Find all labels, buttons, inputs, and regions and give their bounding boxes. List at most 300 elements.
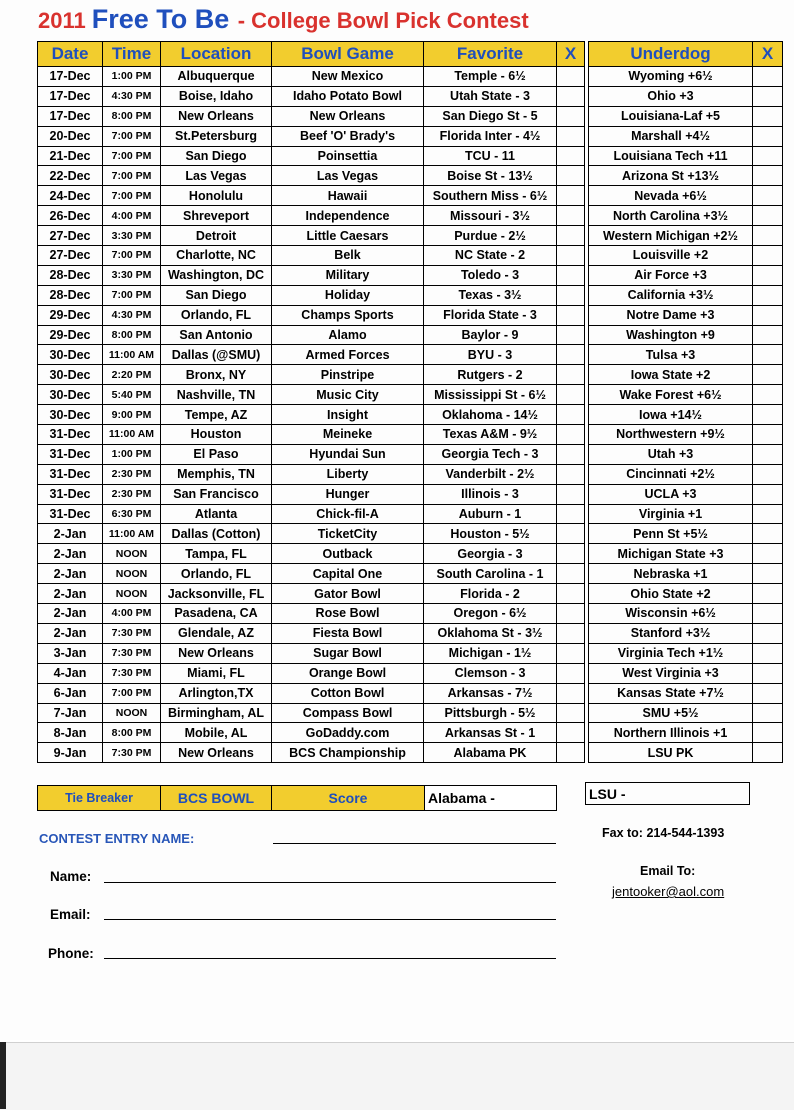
game-bowl: Compass Bowl	[272, 703, 424, 723]
game-underdog: Nevada +6½	[589, 186, 753, 206]
header-time: Time	[103, 42, 161, 67]
favorite-pick-box[interactable]	[557, 623, 585, 643]
game-underdog: Iowa +14½	[589, 405, 753, 425]
table-row	[38, 345, 783, 365]
favorite-pick-box[interactable]	[557, 86, 585, 106]
game-location: New Orleans	[161, 106, 272, 126]
game-time: 11:00 AM	[103, 524, 161, 544]
game-time: 4:00 PM	[103, 604, 161, 624]
game-date: 31-Dec	[38, 484, 103, 504]
table-row	[38, 246, 783, 266]
underdog-pick-box[interactable]	[753, 186, 783, 206]
table-row	[38, 365, 783, 385]
game-location: Albuquerque	[161, 67, 272, 87]
game-favorite: Rutgers - 2	[424, 365, 557, 385]
game-favorite: TCU - 11	[424, 146, 557, 166]
game-location: Bronx, NY	[161, 365, 272, 385]
table-row	[38, 683, 783, 703]
game-favorite: Houston - 5½	[424, 524, 557, 544]
game-bowl: Beef 'O' Brady's	[272, 126, 424, 146]
game-underdog: Northwestern +9½	[589, 425, 753, 445]
game-location: Charlotte, NC	[161, 246, 272, 266]
table-row	[38, 265, 783, 285]
game-favorite: Auburn - 1	[424, 504, 557, 524]
game-time: 11:00 AM	[103, 425, 161, 445]
underdog-pick-box[interactable]	[753, 265, 783, 285]
game-underdog: Ohio +3	[589, 86, 753, 106]
table-row	[38, 106, 783, 126]
game-favorite: Arkansas St - 1	[424, 723, 557, 743]
game-bowl: Insight	[272, 405, 424, 425]
game-date: 2-Jan	[38, 564, 103, 584]
fax-to-label: Fax to: 214-544-1393	[602, 826, 725, 840]
favorite-pick-box[interactable]	[557, 683, 585, 703]
favorite-pick-box[interactable]	[557, 703, 585, 723]
underdog-pick-box[interactable]	[753, 623, 783, 643]
favorite-pick-box[interactable]	[557, 504, 585, 524]
sheet-title	[38, 4, 529, 40]
favorite-pick-box[interactable]	[557, 186, 585, 206]
game-time: 7:30 PM	[103, 743, 161, 763]
game-bowl: Alamo	[272, 325, 424, 345]
title-subtitle: - College Bowl Pick Contest	[237, 8, 529, 33]
game-time: 3:30 PM	[103, 226, 161, 246]
header-underdog: Underdog	[589, 42, 753, 67]
game-favorite: Oklahoma - 14½	[424, 405, 557, 425]
game-date: 8-Jan	[38, 723, 103, 743]
game-bowl: Hunger	[272, 484, 424, 504]
favorite-pick-box[interactable]	[557, 405, 585, 425]
game-favorite: Texas - 3½	[424, 285, 557, 305]
game-underdog: Cincinnati +2½	[589, 464, 753, 484]
tie-breaker-score-label: Score	[272, 786, 425, 810]
game-favorite: South Carolina - 1	[424, 564, 557, 584]
email-field[interactable]	[104, 919, 556, 920]
tie-breaker-label: Tie Breaker	[38, 786, 161, 810]
favorite-pick-box[interactable]	[557, 385, 585, 405]
favorite-pick-box[interactable]	[557, 345, 585, 365]
game-favorite: Texas A&M - 9½	[424, 425, 557, 445]
game-underdog: Wake Forest +6½	[589, 385, 753, 405]
favorite-pick-box[interactable]	[557, 663, 585, 683]
game-time: 6:30 PM	[103, 504, 161, 524]
game-bowl: Armed Forces	[272, 345, 424, 365]
table-row	[38, 425, 783, 445]
underdog-pick-box[interactable]	[753, 425, 783, 445]
game-favorite: Illinois - 3	[424, 484, 557, 504]
game-bowl: Hyundai Sun	[272, 444, 424, 464]
game-underdog: Stanford +3½	[589, 623, 753, 643]
game-date: 2-Jan	[38, 584, 103, 604]
underdog-pick-box[interactable]	[753, 86, 783, 106]
game-underdog: LSU PK	[589, 743, 753, 763]
favorite-pick-box[interactable]	[557, 743, 585, 763]
underdog-pick-box[interactable]	[753, 345, 783, 365]
favorite-pick-box[interactable]	[557, 285, 585, 305]
tie-breaker-underdog-score[interactable]: LSU -	[585, 782, 750, 805]
game-favorite: Georgia Tech - 3	[424, 444, 557, 464]
table-header-row	[38, 42, 783, 67]
table-row	[38, 564, 783, 584]
game-date: 28-Dec	[38, 285, 103, 305]
contest-entry-label: CONTEST ENTRY NAME:	[39, 831, 195, 846]
game-favorite: San Diego St - 5	[424, 106, 557, 126]
game-bowl: Las Vegas	[272, 166, 424, 186]
favorite-pick-box[interactable]	[557, 126, 585, 146]
game-date: 27-Dec	[38, 246, 103, 266]
game-favorite: Boise St - 13½	[424, 166, 557, 186]
underdog-pick-box[interactable]	[753, 643, 783, 663]
game-date: 29-Dec	[38, 305, 103, 325]
underdog-pick-box[interactable]	[753, 106, 783, 126]
game-time: 2:30 PM	[103, 464, 161, 484]
game-favorite: Florida State - 3	[424, 305, 557, 325]
phone-field[interactable]	[104, 958, 556, 959]
underdog-pick-box[interactable]	[753, 385, 783, 405]
favorite-pick-box[interactable]	[557, 604, 585, 624]
game-favorite: Alabama PK	[424, 743, 557, 763]
underdog-pick-box[interactable]	[753, 126, 783, 146]
favorite-pick-box[interactable]	[557, 106, 585, 126]
game-location: New Orleans	[161, 743, 272, 763]
game-location: Honolulu	[161, 186, 272, 206]
game-bowl: Outback	[272, 544, 424, 564]
table-row	[38, 584, 783, 604]
game-bowl: Orange Bowl	[272, 663, 424, 683]
table-row	[38, 146, 783, 166]
game-date: 30-Dec	[38, 385, 103, 405]
header-bowl-game: Bowl Game	[272, 42, 424, 67]
favorite-pick-box[interactable]	[557, 564, 585, 584]
game-location: San Diego	[161, 285, 272, 305]
underdog-pick-box[interactable]	[753, 206, 783, 226]
game-underdog: Louisiana Tech +11	[589, 146, 753, 166]
header-date: Date	[38, 42, 103, 67]
name-field[interactable]	[104, 882, 556, 883]
game-date: 2-Jan	[38, 604, 103, 624]
game-date: 31-Dec	[38, 464, 103, 484]
game-location: Birmingham, AL	[161, 703, 272, 723]
game-time: 7:00 PM	[103, 683, 161, 703]
game-time: 11:00 AM	[103, 345, 161, 365]
game-underdog: Louisiana-Laf +5	[589, 106, 753, 126]
email-to-label: Email To:	[640, 864, 696, 878]
game-underdog: Michigan State +3	[589, 544, 753, 564]
game-location: Shreveport	[161, 206, 272, 226]
table-row	[38, 285, 783, 305]
game-bowl: Liberty	[272, 464, 424, 484]
game-underdog: Virginia +1	[589, 504, 753, 524]
game-favorite: BYU - 3	[424, 345, 557, 365]
game-date: 7-Jan	[38, 703, 103, 723]
underdog-pick-box[interactable]	[753, 325, 783, 345]
favorite-pick-box[interactable]	[557, 484, 585, 504]
game-bowl: New Mexico	[272, 67, 424, 87]
game-underdog: SMU +5½	[589, 703, 753, 723]
game-bowl: Military	[272, 265, 424, 285]
phone-label: Phone:	[48, 946, 94, 961]
game-bowl: BCS Championship	[272, 743, 424, 763]
favorite-pick-box[interactable]	[557, 544, 585, 564]
game-location: Orlando, FL	[161, 564, 272, 584]
game-location: El Paso	[161, 444, 272, 464]
game-underdog: Northern Illinois +1	[589, 723, 753, 743]
game-date: 31-Dec	[38, 425, 103, 445]
favorite-pick-box[interactable]	[557, 206, 585, 226]
table-row	[38, 186, 783, 206]
table-row	[38, 623, 783, 643]
header-underdog-x: X	[753, 42, 783, 67]
table-row	[38, 643, 783, 663]
game-date: 17-Dec	[38, 86, 103, 106]
game-date: 2-Jan	[38, 623, 103, 643]
game-favorite: Arkansas - 7½	[424, 683, 557, 703]
table-row	[38, 484, 783, 504]
game-date: 22-Dec	[38, 166, 103, 186]
game-bowl: Rose Bowl	[272, 604, 424, 624]
underdog-pick-box[interactable]	[753, 743, 783, 763]
underdog-pick-box[interactable]	[753, 663, 783, 683]
game-time: 7:00 PM	[103, 166, 161, 186]
table-row	[38, 67, 783, 87]
game-location: Atlanta	[161, 504, 272, 524]
game-date: 26-Dec	[38, 206, 103, 226]
favorite-pick-box[interactable]	[557, 444, 585, 464]
header-favorite-x: X	[557, 42, 585, 67]
favorite-pick-box[interactable]	[557, 464, 585, 484]
game-underdog: California +3½	[589, 285, 753, 305]
favorite-pick-box[interactable]	[557, 584, 585, 604]
game-time: 7:00 PM	[103, 246, 161, 266]
game-date: 24-Dec	[38, 186, 103, 206]
game-underdog: Air Force +3	[589, 265, 753, 285]
underdog-pick-box[interactable]	[753, 146, 783, 166]
game-location: Washington, DC	[161, 265, 272, 285]
favorite-pick-box[interactable]	[557, 246, 585, 266]
game-favorite: Oklahoma St - 3½	[424, 623, 557, 643]
favorite-pick-box[interactable]	[557, 425, 585, 445]
table-row	[38, 604, 783, 624]
game-time: NOON	[103, 544, 161, 564]
game-bowl: Sugar Bowl	[272, 643, 424, 663]
game-date: 31-Dec	[38, 504, 103, 524]
game-favorite: Oregon - 6½	[424, 604, 557, 624]
game-date: 3-Jan	[38, 643, 103, 663]
game-date: 9-Jan	[38, 743, 103, 763]
game-bowl: Champs Sports	[272, 305, 424, 325]
underdog-pick-box[interactable]	[753, 703, 783, 723]
game-bowl: Belk	[272, 246, 424, 266]
game-bowl: Cotton Bowl	[272, 683, 424, 703]
game-underdog: West Virginia +3	[589, 663, 753, 683]
game-bowl: Meineke	[272, 425, 424, 445]
game-underdog: Utah +3	[589, 444, 753, 464]
game-time: 7:30 PM	[103, 663, 161, 683]
favorite-pick-box[interactable]	[557, 265, 585, 285]
game-bowl: Gator Bowl	[272, 584, 424, 604]
underdog-pick-box[interactable]	[753, 365, 783, 385]
game-date: 30-Dec	[38, 345, 103, 365]
underdog-pick-box[interactable]	[753, 723, 783, 743]
game-underdog: Wyoming +6½	[589, 67, 753, 87]
favorite-pick-box[interactable]	[557, 524, 585, 544]
game-underdog: Tulsa +3	[589, 345, 753, 365]
game-date: 31-Dec	[38, 444, 103, 464]
game-location: Miami, FL	[161, 663, 272, 683]
email-label: Email:	[50, 907, 91, 922]
game-favorite: Missouri - 3½	[424, 206, 557, 226]
game-location: Boise, Idaho	[161, 86, 272, 106]
table-row	[38, 305, 783, 325]
game-date: 30-Dec	[38, 365, 103, 385]
game-favorite: Baylor - 9	[424, 325, 557, 345]
game-favorite: Utah State - 3	[424, 86, 557, 106]
header-location: Location	[161, 42, 272, 67]
table-row	[38, 126, 783, 146]
favorite-pick-box[interactable]	[557, 365, 585, 385]
game-time: 7:00 PM	[103, 146, 161, 166]
underdog-pick-box[interactable]	[753, 604, 783, 624]
game-date: 2-Jan	[38, 524, 103, 544]
table-row	[38, 325, 783, 345]
underdog-pick-box[interactable]	[753, 484, 783, 504]
game-favorite: Georgia - 3	[424, 544, 557, 564]
underdog-pick-box[interactable]	[753, 285, 783, 305]
underdog-pick-box[interactable]	[753, 305, 783, 325]
favorite-pick-box[interactable]	[557, 643, 585, 663]
underdog-pick-box[interactable]	[753, 444, 783, 464]
table-row	[38, 385, 783, 405]
game-underdog: Wisconsin +6½	[589, 604, 753, 624]
game-location: Dallas (@SMU)	[161, 345, 272, 365]
underdog-pick-box[interactable]	[753, 246, 783, 266]
game-time: 2:30 PM	[103, 484, 161, 504]
underdog-pick-box[interactable]	[753, 405, 783, 425]
tie-breaker-row	[37, 785, 557, 811]
game-bowl: New Orleans	[272, 106, 424, 126]
game-time: 4:30 PM	[103, 86, 161, 106]
game-date: 27-Dec	[38, 226, 103, 246]
game-location: Mobile, AL	[161, 723, 272, 743]
contest-entry-field[interactable]	[273, 843, 556, 844]
favorite-pick-box[interactable]	[557, 166, 585, 186]
game-bowl: Independence	[272, 206, 424, 226]
underdog-pick-box[interactable]	[753, 464, 783, 484]
game-time: 4:30 PM	[103, 305, 161, 325]
underdog-pick-box[interactable]	[753, 67, 783, 87]
game-underdog: Ohio State +2	[589, 584, 753, 604]
game-underdog: North Carolina +3½	[589, 206, 753, 226]
table-row	[38, 743, 783, 763]
game-bowl: Fiesta Bowl	[272, 623, 424, 643]
game-favorite: Michigan - 1½	[424, 643, 557, 663]
game-bowl: TicketCity	[272, 524, 424, 544]
game-favorite: NC State - 2	[424, 246, 557, 266]
favorite-pick-box[interactable]	[557, 723, 585, 743]
game-location: Jacksonville, FL	[161, 584, 272, 604]
favorite-pick-box[interactable]	[557, 325, 585, 345]
game-underdog: Arizona St +13½	[589, 166, 753, 186]
favorite-pick-box[interactable]	[557, 67, 585, 87]
table-row	[38, 663, 783, 683]
underdog-pick-box[interactable]	[753, 504, 783, 524]
title-year: 2011	[38, 8, 86, 33]
underdog-pick-box[interactable]	[753, 166, 783, 186]
game-time: 8:00 PM	[103, 723, 161, 743]
email-to-link[interactable]: jentooker@aol.com	[612, 884, 725, 899]
table-row	[38, 86, 783, 106]
table-row	[38, 405, 783, 425]
game-location: San Francisco	[161, 484, 272, 504]
game-location: Dallas (Cotton)	[161, 524, 272, 544]
game-favorite: Southern Miss - 6½	[424, 186, 557, 206]
game-bowl: Little Caesars	[272, 226, 424, 246]
underdog-pick-box[interactable]	[753, 226, 783, 246]
table-row	[38, 226, 783, 246]
underdog-pick-box[interactable]	[753, 683, 783, 703]
game-favorite: Temple - 6½	[424, 67, 557, 87]
game-date: 6-Jan	[38, 683, 103, 703]
game-time: 8:00 PM	[103, 325, 161, 345]
game-time: NOON	[103, 584, 161, 604]
table-row	[38, 464, 783, 484]
game-bowl: Holiday	[272, 285, 424, 305]
game-favorite: Florida Inter - 4½	[424, 126, 557, 146]
favorite-pick-box[interactable]	[557, 305, 585, 325]
game-time: 4:00 PM	[103, 206, 161, 226]
underdog-pick-box[interactable]	[753, 524, 783, 544]
game-time: 1:00 PM	[103, 67, 161, 87]
game-favorite: Clemson - 3	[424, 663, 557, 683]
title-brand: Free To Be	[91, 4, 230, 34]
game-underdog: Virginia Tech +1½	[589, 643, 753, 663]
game-time: 7:00 PM	[103, 126, 161, 146]
scan-edge	[0, 1042, 6, 1109]
underdog-pick-box[interactable]	[753, 544, 783, 564]
game-favorite: Mississippi St - 6½	[424, 385, 557, 405]
name-label: Name:	[50, 869, 92, 884]
game-location: San Diego	[161, 146, 272, 166]
table-row	[38, 206, 783, 226]
game-location: New Orleans	[161, 643, 272, 663]
game-underdog: Nebraska +1	[589, 564, 753, 584]
tie-breaker-game: BCS BOWL	[161, 786, 272, 810]
game-date: 17-Dec	[38, 106, 103, 126]
game-favorite: Pittsburgh - 5½	[424, 703, 557, 723]
game-underdog: Penn St +5½	[589, 524, 753, 544]
tie-breaker-favorite-score[interactable]: Alabama -	[425, 786, 556, 810]
underdog-pick-box[interactable]	[753, 584, 783, 604]
game-favorite: Florida - 2	[424, 584, 557, 604]
game-date: 2-Jan	[38, 544, 103, 564]
favorite-pick-box[interactable]	[557, 226, 585, 246]
game-date: 20-Dec	[38, 126, 103, 146]
game-time: 9:00 PM	[103, 405, 161, 425]
game-time: 7:30 PM	[103, 623, 161, 643]
game-underdog: UCLA +3	[589, 484, 753, 504]
table-row	[38, 444, 783, 464]
header-favorite: Favorite	[424, 42, 557, 67]
game-location: Houston	[161, 425, 272, 445]
game-location: Tempe, AZ	[161, 405, 272, 425]
underdog-pick-box[interactable]	[753, 564, 783, 584]
favorite-pick-box[interactable]	[557, 146, 585, 166]
game-location: Pasadena, CA	[161, 604, 272, 624]
table-row	[38, 703, 783, 723]
game-bowl: Idaho Potato Bowl	[272, 86, 424, 106]
game-time: 7:30 PM	[103, 643, 161, 663]
game-bowl: Music City	[272, 385, 424, 405]
